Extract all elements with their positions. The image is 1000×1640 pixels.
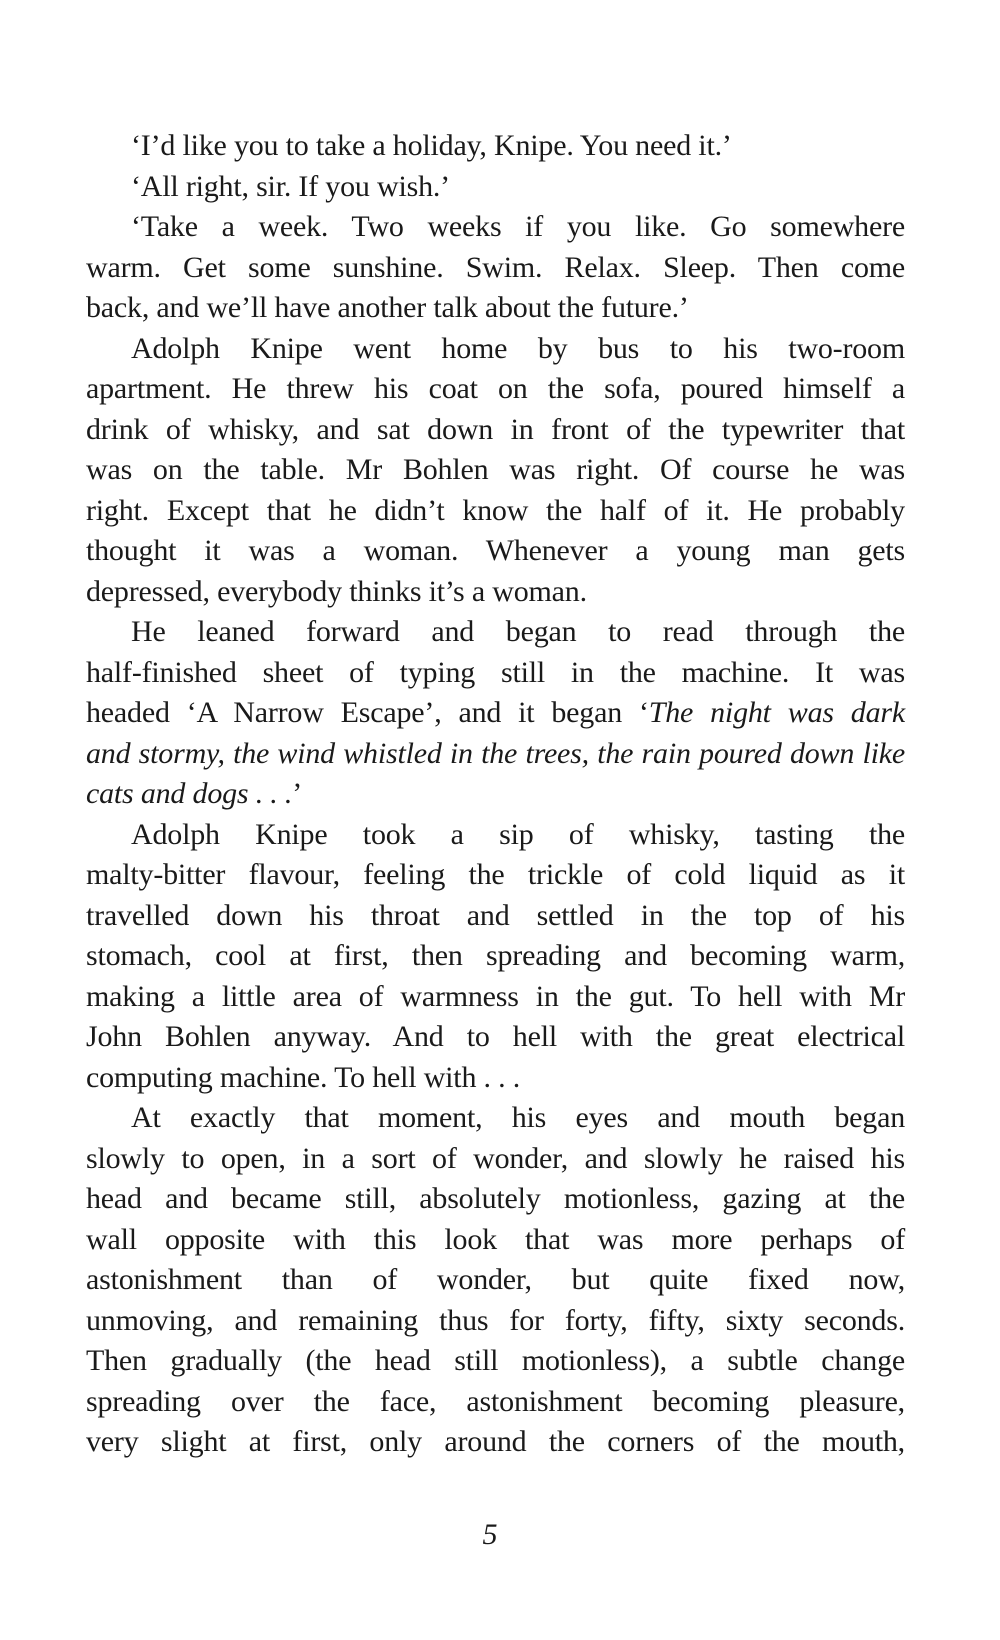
text-line-roman: Adolph Knipe took a sip of whisky, tasting the: [131, 817, 905, 851]
text-line-roman: thought it was a woman. Whenever a young man gets: [86, 534, 905, 567]
text-line-roman: ‘Take a week. Two weeks if you like. Go somewhere: [131, 210, 905, 243]
text-line: [86, 369, 905, 410]
text-line: [86, 936, 905, 977]
text-line: [86, 1017, 905, 1058]
text-line-roman: headed ‘A Narrow Escape’, and it began ‘: [86, 696, 649, 729]
text-line-roman: astonishment than of wonder, but quite fixed now,: [86, 1263, 905, 1296]
text-line: [86, 653, 905, 694]
text-line-roman: travelled down his throat and settled in the top of his: [86, 898, 905, 932]
text-line-roman: At exactly that moment, his eyes and mouth began: [131, 1101, 905, 1134]
text-line-roman: right. Except that he didn’t know the half of it. He probably: [86, 493, 905, 527]
text-line: [86, 1422, 905, 1463]
text-line: [86, 1139, 905, 1180]
text-line-roman: malty-bitter flavour, feeling the trickle of cold liquid as it: [86, 858, 905, 891]
text-line: [86, 491, 905, 532]
text-line-roman: back, and we’ll have another talk about the future.’: [86, 291, 689, 324]
text-line-roman: He leaned forward and began to read through the: [131, 615, 905, 648]
text-line: [86, 1098, 905, 1139]
text-line: [86, 410, 905, 451]
body-text: [86, 126, 905, 1463]
text-line: [86, 126, 905, 167]
text-line: [86, 1382, 905, 1423]
text-line-roman: was on the table. Mr Bohlen was right. Of course he was: [86, 453, 905, 486]
text-line: [86, 248, 905, 289]
text-line: [86, 329, 905, 370]
text-line-roman: unmoving, and remaining thus for forty, fifty, sixty seconds.: [86, 1303, 905, 1337]
page-number: 5: [482, 1518, 498, 1551]
text-line: [86, 1220, 905, 1261]
text-line-roman: slowly to open, in a sort of wonder, and slowly he raised his: [86, 1141, 905, 1175]
text-line-roman: computing machine. To hell with . . .: [86, 1060, 521, 1094]
text-line: [86, 896, 905, 937]
text-line-roman: Then gradually (the head still motionless), a subtle change: [86, 1344, 905, 1377]
text-line: [86, 450, 905, 491]
text-line-roman: ‘All right, sir. If you wish.’: [131, 169, 450, 203]
text-line-italic: The night was dark: [648, 696, 905, 729]
text-line: [86, 531, 905, 572]
text-line: [86, 734, 905, 775]
text-line-roman: stomach, cool at first, then spreading and becoming warm,: [86, 939, 905, 972]
text-line-roman: making a little area of warmness in the gut. To hell with Mr: [86, 979, 905, 1013]
text-line-roman: Adolph Knipe went home by bus to his two-room: [131, 331, 905, 365]
text-line: [86, 855, 905, 896]
text-line: [86, 207, 905, 248]
text-line-roman: apartment. He threw his coat on the sofa, poured himself a: [86, 372, 905, 405]
text-line: [86, 815, 905, 856]
text-line-roman: half-finished sheet of typing still in the machine. It was: [86, 655, 905, 689]
text-line: [86, 693, 905, 734]
text-line-roman: spreading over the face, astonishment becoming pleasure,: [86, 1384, 905, 1418]
text-line: [86, 1179, 905, 1220]
text-line: [86, 1058, 905, 1099]
text-line: [86, 288, 905, 329]
text-line-roman: John Bohlen anyway. And to hell with the great electrical: [86, 1020, 905, 1053]
text-line-roman: head and became still, absolutely motionless, gazing at the: [86, 1182, 905, 1215]
text-line-roman: ‘I’d like you to take a holiday, Knipe. You need it.’: [131, 129, 732, 162]
text-line: [86, 1301, 905, 1342]
text-line: [86, 977, 905, 1018]
text-line: [86, 1341, 905, 1382]
text-line-roman: depressed, everybody thinks it’s a woman.: [86, 574, 587, 608]
text-line-closing-quote: ’: [292, 777, 302, 810]
text-line-italic: cats and dogs . . .: [86, 777, 293, 810]
text-line-roman: drink of whisky, and sat down in front of the typewriter that: [86, 412, 905, 446]
text-line: [86, 572, 905, 613]
text-line-roman: very slight at first, only around the corners of the mouth,: [86, 1425, 905, 1458]
text-line-italic: and stormy, the wind whistled in the trees, the rain poured down like: [86, 736, 905, 770]
text-line-roman: wall opposite with this look that was more perhaps of: [86, 1222, 905, 1256]
text-line-roman: warm. Get some sunshine. Swim. Relax. Sleep. Then come: [86, 250, 905, 284]
text-line: [86, 774, 905, 815]
text-line: [86, 1260, 905, 1301]
text-line: [86, 167, 905, 208]
text-line: [86, 612, 905, 653]
